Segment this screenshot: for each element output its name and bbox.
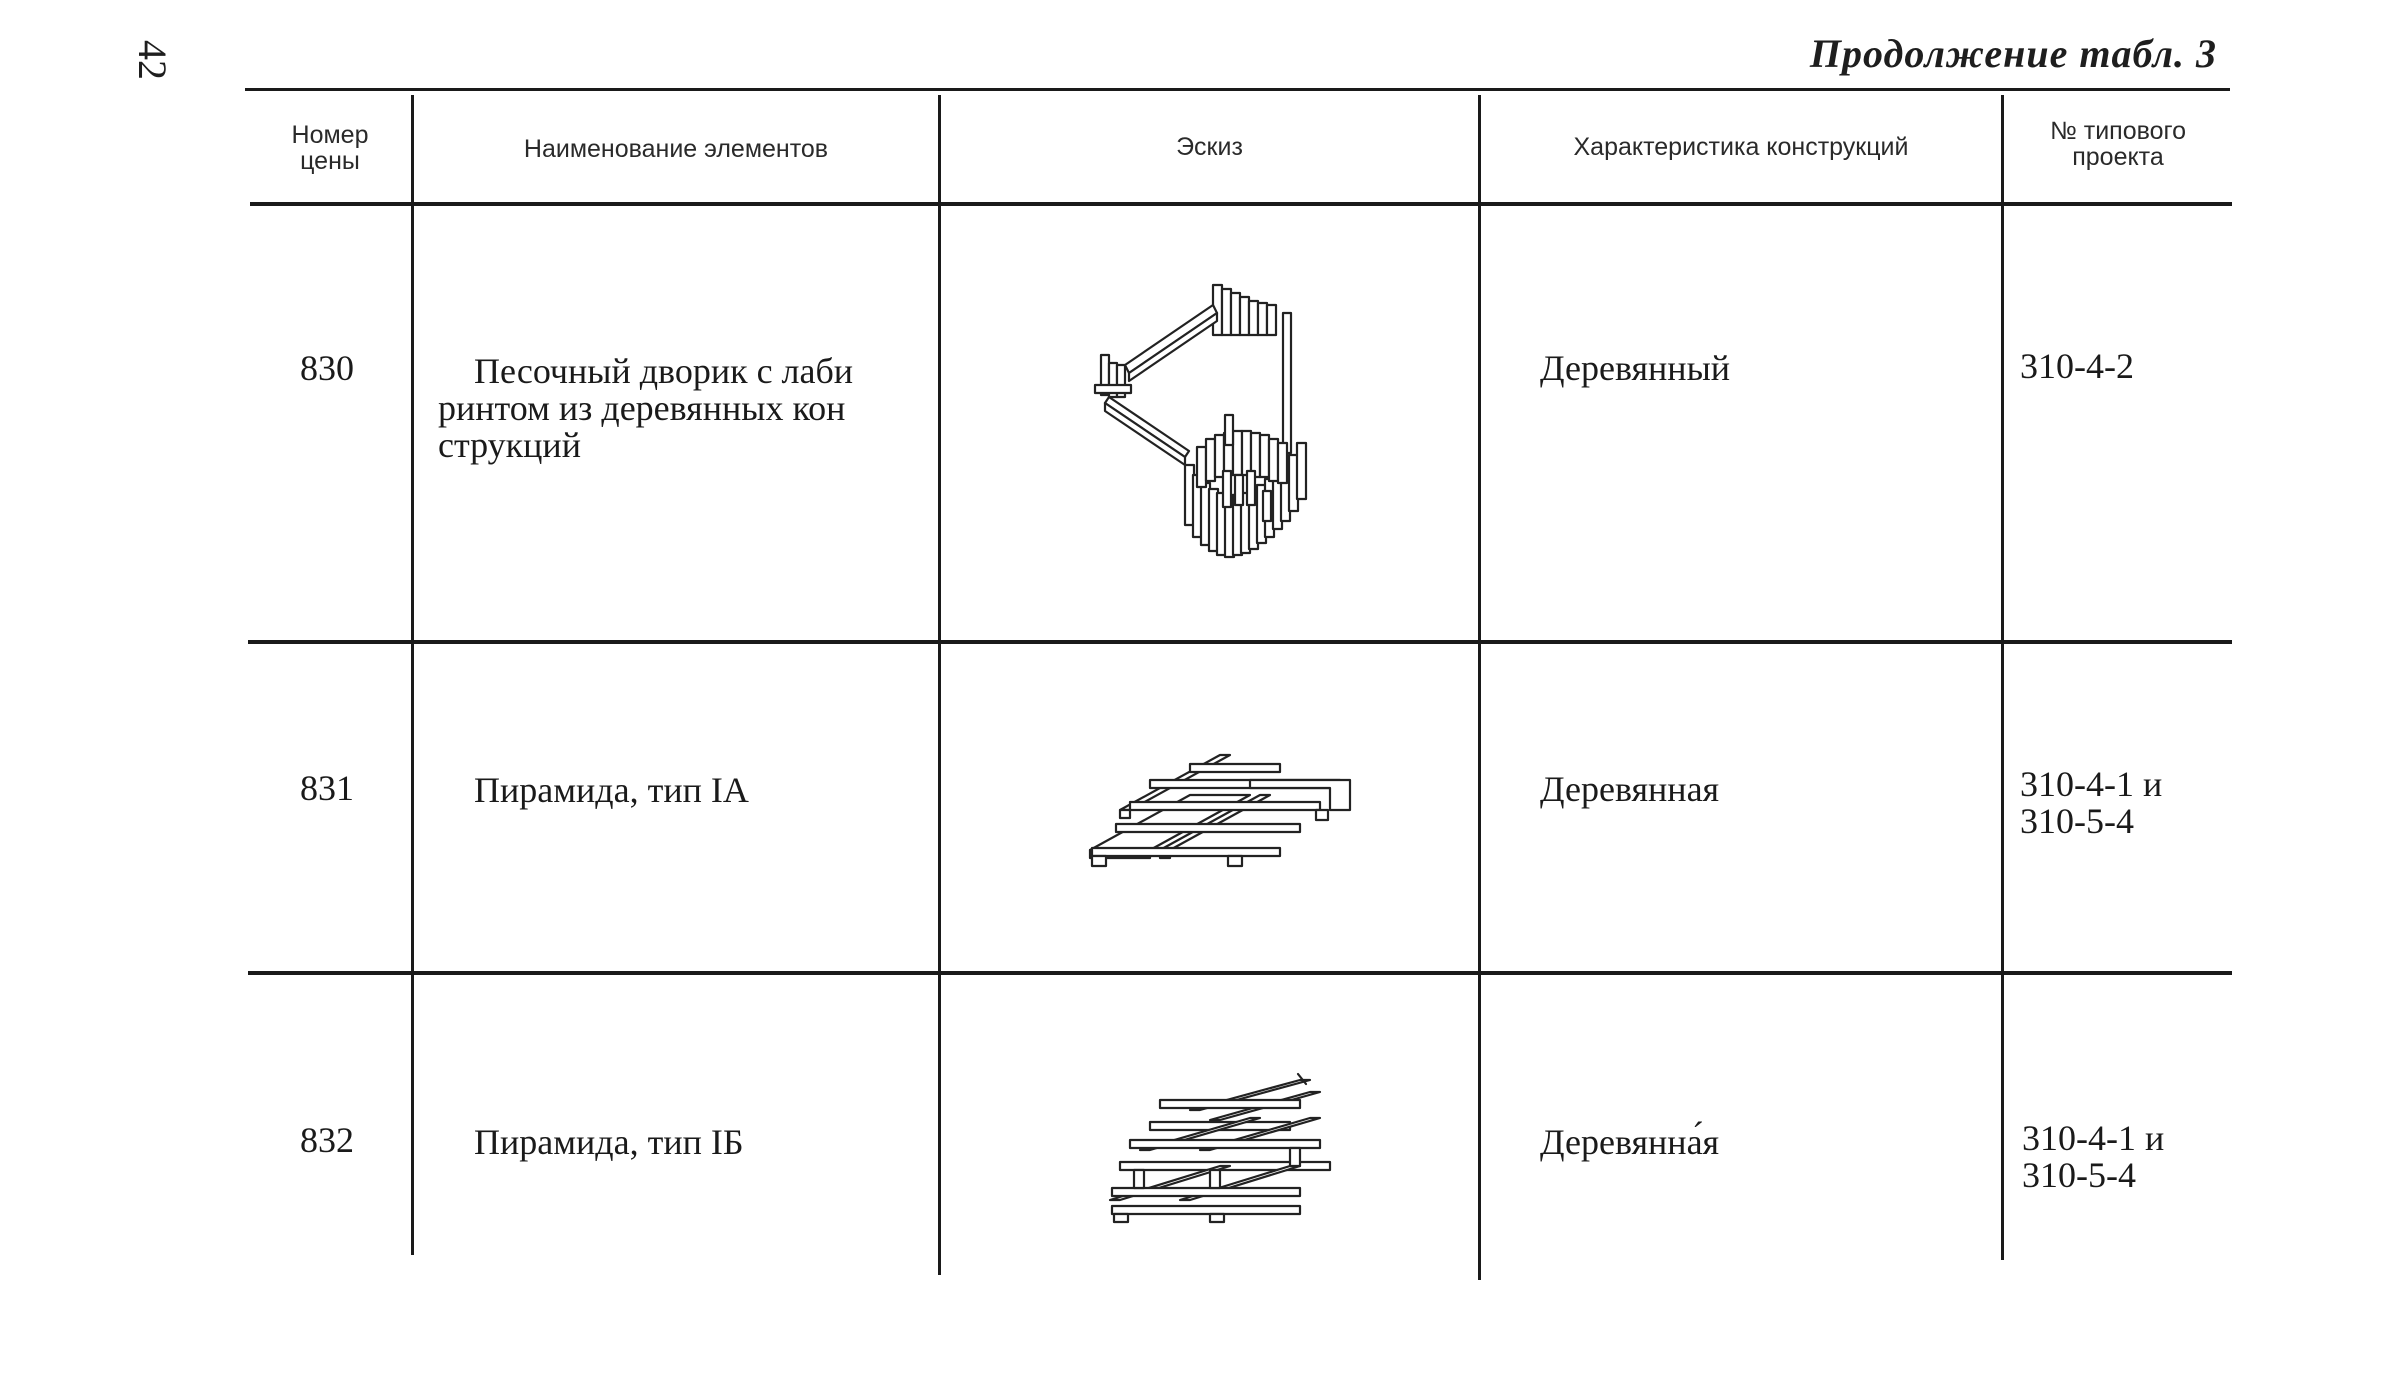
row-830-project: 310-4-2 [2020, 346, 2134, 386]
row-831-number: 831 [300, 768, 354, 808]
header-characteristic: Характеристика конструкций [1573, 133, 1909, 161]
pyramid-1a-sketch-icon [1080, 740, 1360, 880]
header-price-number: Номер цены [291, 121, 369, 175]
table-continuation-title: Продолжение табл. 3 [1809, 31, 2217, 76]
row-830-name: Песочный дворик с лаби ринтом из деревянных кон струкций [438, 351, 854, 465]
header-project: № типового проекта [2050, 117, 2186, 171]
sandbox-labyrinth-sketch-icon [1085, 275, 1355, 585]
column-divider-2 [938, 95, 941, 1275]
table-top-rule [245, 88, 2230, 91]
header-sketch: Эскиз [1176, 133, 1243, 161]
row-832-characteristic: Деревянна́я [1540, 1122, 1720, 1162]
column-divider-1 [411, 95, 414, 1255]
row-832-number: 832 [300, 1120, 354, 1160]
header-bottom-rule [250, 202, 2232, 206]
row-832-project: 310-4-1 и 310-5-4 [2022, 1118, 2165, 1195]
column-divider-4 [2001, 95, 2004, 1260]
header-name: Наименование элементов [523, 135, 829, 163]
row-divider-1 [248, 640, 2232, 644]
row-830-number: 830 [300, 348, 354, 388]
pyramid-1b-sketch-icon [1100, 1070, 1340, 1230]
row-831-characteristic: Деревянная [1540, 769, 1720, 809]
row-830-characteristic: Деревянный [1540, 348, 1731, 388]
row-divider-2 [248, 971, 2232, 975]
row-831-name: Пирамида, тип IА [474, 770, 749, 810]
page-number: 42 [130, 40, 175, 80]
row-831-project: 310-4-1 и 310-5-4 [2020, 764, 2163, 841]
column-divider-3 [1478, 95, 1481, 1280]
row-832-name: Пирамида, тип IБ [474, 1122, 744, 1162]
